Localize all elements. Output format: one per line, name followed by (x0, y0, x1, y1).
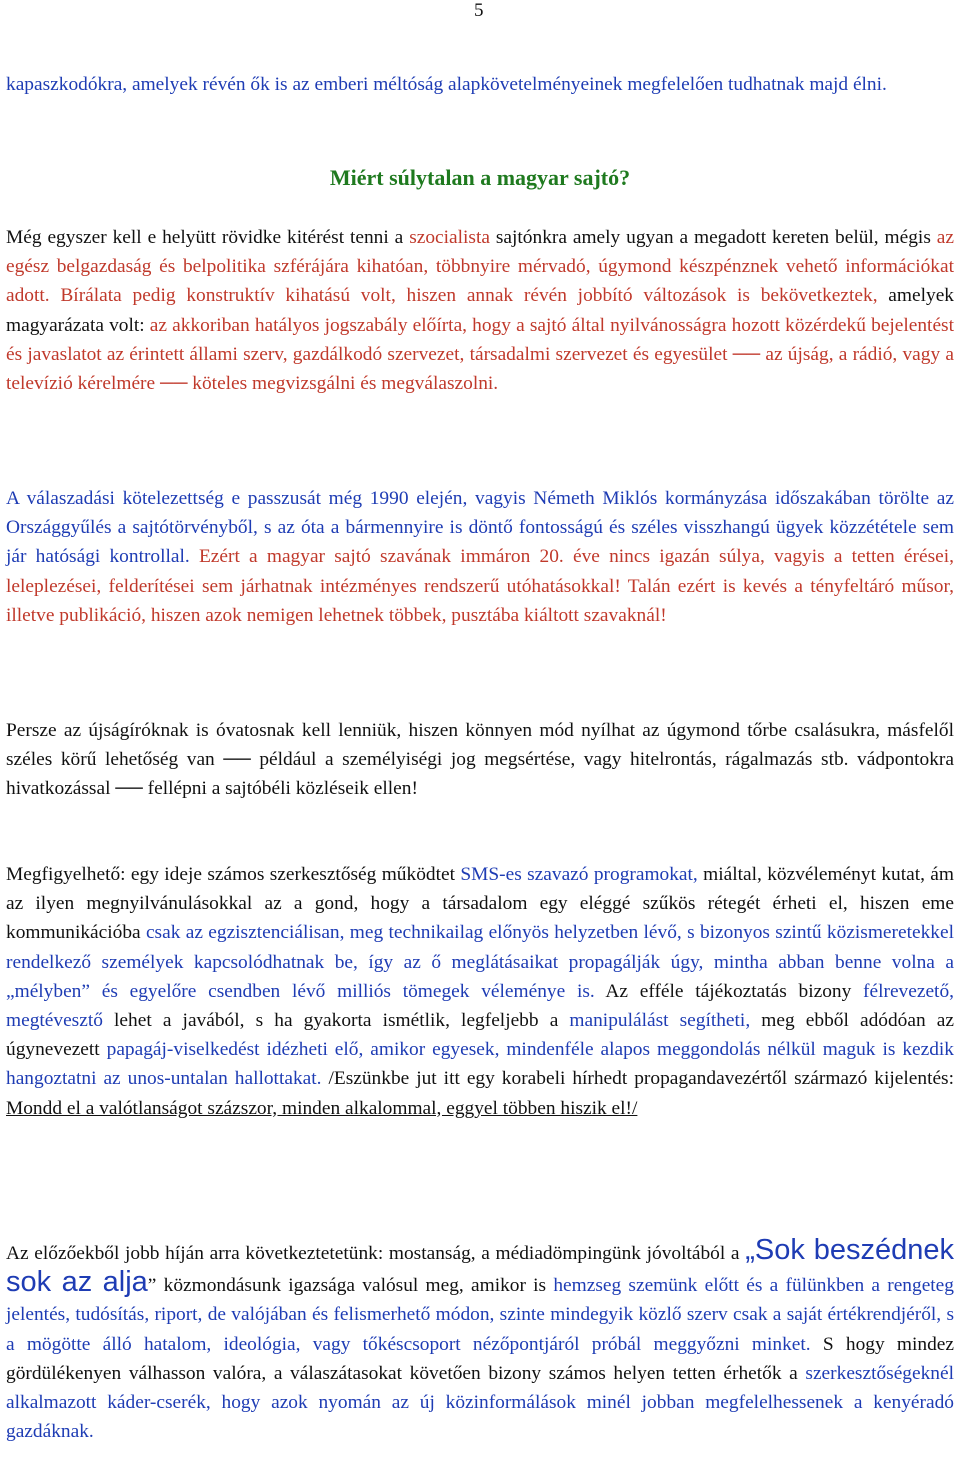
quote-underlined: Mondd el a valótlanságot százszor, minden alkalommal, eggyel többen hiszik el!/ (6, 1097, 638, 1119)
text-span: miáltal, közvéleményt kutat, ám az ilyen megnyilvánulásokkal az a gond, hogy a társadalom egy eléggé szűkös rétegét érheti el, hiszen eme kommunikációba (6, 864, 954, 944)
text-span: lehet a javából, s ha gyakorta ismétlik, legfeljebb a (102, 1010, 570, 1032)
text-span: szerkesztőségeknél alkalmazott káder-cserék, hogy azok nyomán az új közinformálások minél jobban megfelelhessenek a kenyéradó gazdáknak. (6, 1362, 954, 1443)
text-span: Megfigyelhető: egy ideje számos szerkesztőség működtet (6, 864, 461, 885)
text-span: hemzseg szemünk előtt és a fülünkben a rengeteg jelentés, tudósítás, riport, de valójában és felismerhető módon, szinte mindegyik közlő szerv csak a saját értékrendjéről, s a mögötte álló hatalom, ideológia, vagy tőkéscsoport nézőpontjáról próbál meggyőzni minket. (6, 1275, 954, 1355)
text-span: az egész belgazdaság és belpolitika szférájára kihatóan, többnyire mérvadó, úgymond készpénznek vehető információkat adott. (6, 227, 955, 307)
text-span: Még egyszer kell e helyütt rövidke kitérést tenni a (6, 227, 410, 248)
text-span: amelyek magyarázata volt: (6, 285, 954, 336)
proverb-highlight: „Sok beszédnek sok az alja (6, 1234, 954, 1299)
text-span: csak az egzisztenciálisan, meg technikailag előnyös helyzetben lévő, s bizonyos szintű közismeretekkel rendelkező személyek kapcsolódhatnak be, így az ő meglátásaikat propagálják úgy, mintha abban benne volna a „mélyben” és egyelőre csendben lévő milliós tömegek véleménye is. (6, 922, 954, 1002)
text-span: manipulálást segítheti, (569, 1010, 751, 1032)
text-span: /Eszünkbe jut itt egy korabeli hírhedt propagandavezértől származó kijelentés: (321, 1068, 954, 1090)
text-span: A válaszadási kötelezettség e passzusát még 1990 elején, vagyis Németh Miklós kormányzása időszakában törölte az Országgyűlés a sajtótörvényből, s az óta a bármennyire is döntő fontosságú és széles visszhangú ügyek közzététele sem jár hatósági kontrollal. (6, 488, 954, 568)
page-number: 5 (474, 0, 484, 21)
text-span: ” közmondásunk igazsága valósul meg, amikor is (147, 1275, 554, 1297)
text-span: Bírálata pedig konstruktív kihatású volt, hiszen annak révén jobbító változások is bekövetkeztek, (49, 285, 878, 307)
paragraph-obligation (6, 484, 954, 630)
paragraph-sms-polls (6, 860, 954, 1123)
text-span: SMS-es szavazó programokat, (460, 864, 698, 885)
paragraph-conclusion (6, 1236, 954, 1446)
text-span: félrevezető, megtévesztő (6, 980, 954, 1032)
text-span: Ezért a magyar sajtó szavának immáron 20. éve nincs igazán súlya, vagyis a tetten érései, leleplezései, felderítései sem járhatnak intézményes rendszerű utóhatásokkal! Talán ezért is kevés a tényfeltáró műsor, illetve publikáció, hiszen azok nemigen lehetnek többek, pusztába kiáltott szavaknál! (6, 546, 954, 626)
paragraph-journalists (6, 716, 954, 804)
paragraph-intro (6, 70, 954, 99)
section-heading: Miért súlytalan a magyar sajtó? (329, 165, 631, 190)
text-span: szocialista (409, 227, 490, 248)
text-span: Az efféle tájékoztatás bizony (594, 980, 864, 1002)
text-span: kapaszkodókra, amelyek révén ők is az emberi méltóság alapkövetelményeinek megfelelően tudhatnak majd élni. (6, 74, 887, 95)
text-span: Az előzőekből jobb híján arra következtetetünk: mostanság, a médiadömpingünk jóvoltából a (6, 1243, 746, 1264)
text-span: meg ebből adódóan az úgynevezett (6, 1010, 954, 1061)
text-span: az akkoriban hatályos jogszabály előírta, hogy a sajtó által nyilvánosságra hozott közérdekű bejelentést és javaslatot az érintett állami szerv, gazdálkodó szervezet, társadalmi szervezet és egyesület ── az újság, a rádió, vagy a televízió kérelmére ── köteles megvizsgálni és megválaszolni. (6, 314, 954, 395)
text-span: S hogy mindez gördülékenyen válhasson valóra, a válaszátasokat követően bizony számos helyen tetten érhetők a (6, 1333, 954, 1384)
text-span: papagáj-viselkedést idézheti elő, amikor egyesek, mindenféle alapos meggondolás nélkül maguk is kezdik hangoztatni az unos-untalan hallottakat. (6, 1039, 954, 1090)
text-span: sajtónkra amely ugyan a megadott kereten belül, mégis (489, 227, 937, 248)
text-span: Persze az újságíróknak is óvatosnak kell lenniük, hiszen könnyen mód nyílhat az úgymond tőrbe csalásukra, másfelől széles körű lehetőség van ── például a személyiségi jog megsértése, vagy hitelrontás, rágalmazás stb. vádpontokra hivatkozással ── fellépni a sajtóbéli közléseik ellen! (6, 720, 954, 800)
paragraph-press-history (6, 223, 954, 398)
